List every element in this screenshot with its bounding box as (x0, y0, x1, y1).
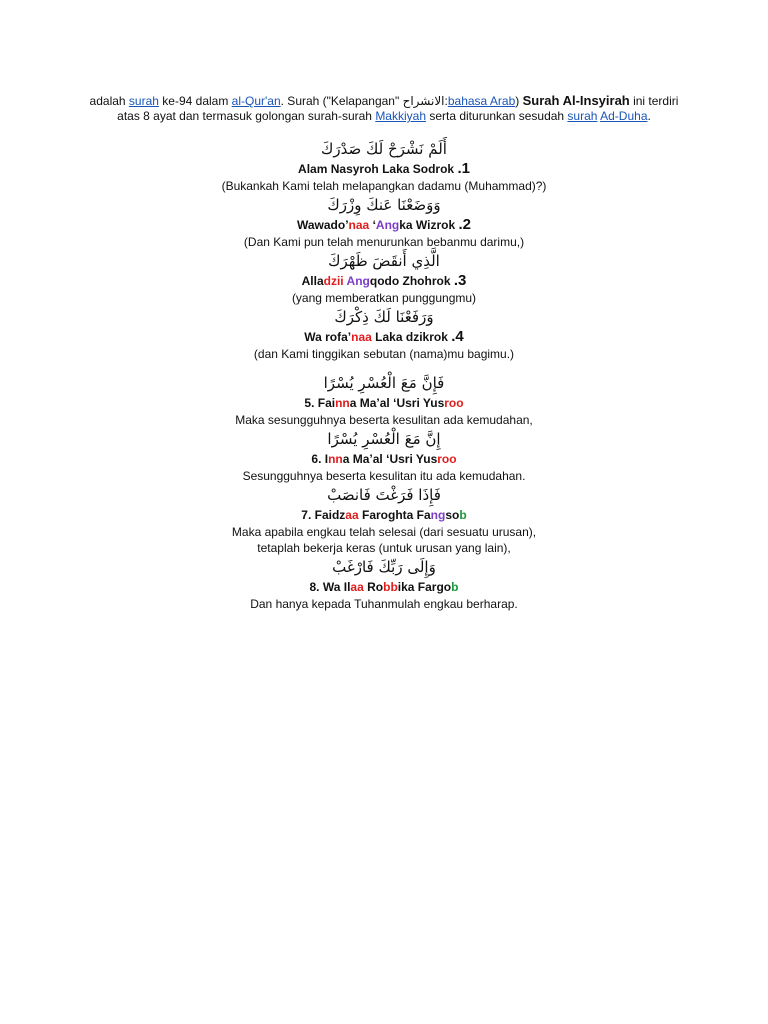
latin-part: ika Fargo (397, 580, 452, 594)
intro-text: adalah (89, 94, 129, 108)
latin-part: 6. I (311, 452, 329, 466)
link-ad-duha[interactable]: Ad-Duha (600, 109, 648, 123)
latin-part: 7. Faidz (301, 508, 346, 522)
spacer (88, 362, 680, 372)
arabic-surah-name: الانشراح (402, 94, 445, 108)
surah-title: Surah Al-Insyirah (522, 93, 630, 108)
verse-6-translation: Sesungguhnya beserta kesulitan itu ada kemudahan. (242, 469, 526, 483)
intro-text: ke-94 dalam (158, 94, 232, 108)
latin-part: Alla (301, 274, 324, 288)
verse-2-arabic: وَوَضَعْنَا عَنكَ وِزْرَكَ (327, 196, 441, 214)
latin-highlight: aa (345, 508, 359, 522)
verse-number: .3 (453, 272, 467, 289)
latin-highlight: dzii (323, 274, 344, 288)
verse-number: .1 (457, 160, 470, 177)
verse-number: .4 (451, 328, 464, 345)
verse-4-latin (88, 328, 680, 346)
latin-highlight: aa (350, 580, 364, 594)
verse-4-translation: (dan Kami tinggikan sebutan (nama)mu bagimu.) (253, 347, 515, 361)
verse-3-latin (88, 272, 680, 290)
latin-part: ka Wizrok (399, 218, 459, 232)
verse-5-translation: Maka sesungguhnya beserta kesulitan ada kemudahan, (235, 413, 533, 427)
latin-part: 5. Fai (304, 396, 336, 410)
verse-1-arabic: أَلَمْ نَشْرَحْ لَكَ صَدْرَكَ (321, 140, 447, 158)
verse-2-latin (88, 216, 680, 234)
verse-5-arabic: فَإِنَّ مَعَ الْعُسْرِ يُسْرًا (323, 374, 445, 392)
latin-highlight: bb (383, 580, 398, 594)
verse-7-translation-line-2: tetaplah bekerja keras (untuk urusan yang lain), (257, 541, 511, 555)
verse-number: .2 (458, 216, 471, 233)
latin-part: 8. Wa Il (309, 580, 351, 594)
verse-5-latin (88, 394, 680, 412)
link-surah-2[interactable]: surah (567, 109, 598, 123)
latin-highlight: b (459, 508, 467, 522)
verses-block (88, 138, 680, 612)
link-surah[interactable]: surah (128, 94, 159, 108)
latin-part: Alam Nasyroh Laka Sodrok (298, 162, 458, 176)
verse-8-translation: Dan hanya kepada Tuhanmulah engkau berharap. (250, 597, 518, 611)
intro-paragraph (88, 93, 680, 124)
verse-8-latin (88, 578, 680, 596)
verse-1-translation: (Bukankah Kami telah melapangkan dadamu (Muhammad)?) (221, 179, 547, 193)
latin-part: Faroghta Fa (358, 508, 431, 522)
link-makkiyah[interactable]: Makkiyah (375, 109, 426, 123)
latin-part: Wawado’ (296, 218, 349, 232)
verse-6-latin (88, 450, 680, 468)
latin-highlight: nn (328, 452, 343, 466)
latin-part: Ro (363, 580, 384, 594)
verse-3-translation: (yang memberatkan punggungmu) (291, 291, 477, 305)
latin-highlight: Ang (375, 218, 400, 232)
verse-7-arabic: فَإِذَا فَرَغْتَ فَانصَبْ (327, 486, 441, 504)
verse-7-latin (88, 506, 680, 524)
verse-1-latin (88, 160, 680, 178)
latin-highlight: naa (348, 218, 370, 232)
latin-highlight: b (451, 580, 459, 594)
latin-highlight: ng (430, 508, 446, 522)
verse-6-arabic: إِنَّ مَعَ الْعُسْرِ يُسْرًا (327, 430, 441, 448)
intro-text: . Surah ("Kelapangan" (280, 94, 403, 108)
verse-7-translation-line-1: Maka apabila engkau telah selesai (dari sesuatu urusan), (231, 525, 537, 539)
latin-part: qodo Zhohrok (369, 274, 454, 288)
latin-highlight: roo (437, 452, 457, 466)
intro-text: : (444, 94, 448, 108)
latin-highlight: Ang (346, 274, 370, 288)
intro-text: serta diturunkan sesudah (426, 109, 568, 123)
latin-highlight: nn (335, 396, 350, 410)
latin-part: a Ma’al ‘Usri Yus (342, 452, 438, 466)
link-bahasa-arab[interactable]: bahasa Arab (447, 94, 516, 108)
intro-text: . (647, 109, 651, 123)
latin-part: a Ma’al ‘Usri Yus (349, 396, 445, 410)
latin-part: Wa rofa’ (304, 330, 352, 344)
intro-text: ) (515, 94, 523, 108)
latin-highlight: naa (351, 330, 372, 344)
verse-3-arabic: الَّذِي أَنقَضَ ظَهْرَكَ (328, 252, 440, 270)
latin-part: ‘ (369, 218, 376, 232)
verse-8-arabic: وَإِلَى رَبِّكَ فَارْغَبْ (332, 558, 436, 576)
latin-part: so (445, 508, 460, 522)
latin-highlight: roo (444, 396, 464, 410)
link-al-quran[interactable]: al-Qur'an (231, 94, 281, 108)
verse-2-translation: (Dan Kami pun telah menurunkan bebanmu darimu,) (243, 235, 525, 249)
latin-part: Laka dzikrok (371, 330, 452, 344)
intro-text: ini terdiri atas 8 ayat dan termasuk golongan surah-surah (117, 94, 679, 123)
verse-4-arabic: وَرَفَعْنَا لَكَ ذِكْرَكَ (334, 308, 434, 326)
